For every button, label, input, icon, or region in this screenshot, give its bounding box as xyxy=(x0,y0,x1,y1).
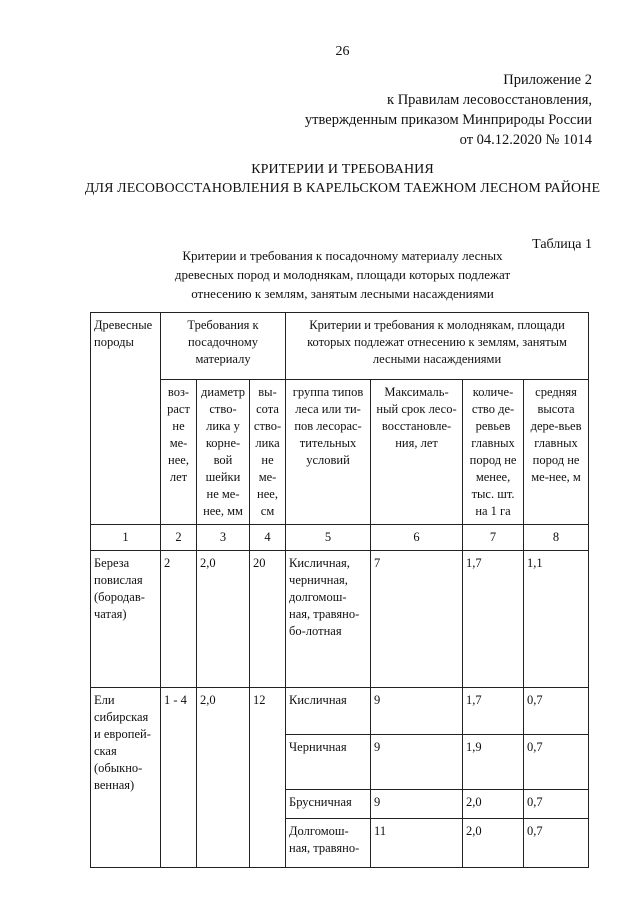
cell-count: 2,0 xyxy=(463,790,524,819)
cell-age: 2 xyxy=(161,551,197,688)
cell-count: 2,0 xyxy=(463,819,524,868)
cell-forest-type: Кисличная, черничная, долгомош-ная, травяно-бо-лотная xyxy=(286,551,371,688)
cell-height: 12 xyxy=(250,688,286,868)
table-caption-line-3: отнесению к землям, занятым лесными насаждениями xyxy=(191,286,494,301)
column-number: 6 xyxy=(371,525,463,551)
cell-forest-type: Кисличная xyxy=(286,688,371,735)
column-number: 8 xyxy=(524,525,589,551)
table-row-spruce xyxy=(91,688,589,735)
cell-count: 1,9 xyxy=(463,735,524,790)
table-header-row xyxy=(91,313,589,380)
cell-avg-height: 0,7 xyxy=(524,819,589,868)
column-number: 2 xyxy=(161,525,197,551)
cell-height: 20 xyxy=(250,551,286,688)
header-tree-count: количе-ство де-ревьев главных пород не менее, тыс. шт. на 1 га xyxy=(463,380,524,525)
column-number: 3 xyxy=(197,525,250,551)
header-planting-material: Требования к посадочному материалу xyxy=(161,313,286,380)
table-row-birch xyxy=(91,551,589,688)
cell-age: 1 - 4 xyxy=(161,688,197,868)
document-title-line-2: ДЛЯ ЛЕСОВОССТАНОВЛЕНИЯ В КАРЕЛЬСКОМ ТАЕЖНОМ ЛЕСНОМ РАЙОНЕ xyxy=(84,181,601,196)
cell-count: 1,7 xyxy=(463,688,524,735)
table-caption-line-2: древесных пород и молоднякам, площади которых подлежат xyxy=(174,267,511,282)
header-age: воз-раст не ме-нее, лет xyxy=(161,380,197,525)
cell-term: 9 xyxy=(371,688,463,735)
cell-forest-type: Брусничная xyxy=(286,790,371,819)
appendix-line-1: Приложение 2 xyxy=(503,72,592,88)
header-species: Древесные породы xyxy=(91,313,161,525)
column-number: 7 xyxy=(463,525,524,551)
column-number: 4 xyxy=(250,525,286,551)
cell-term: 11 xyxy=(371,819,463,868)
page-number: 26 xyxy=(335,44,350,59)
cell-species: Ели сибирская и европей-ская (обыкно-венная) xyxy=(91,688,161,868)
appendix-line-3: утвержденным приказом Минприроды России xyxy=(304,112,592,128)
table-subheader-row xyxy=(91,380,589,525)
header-avg-height: средняя высота дере-вьев главных пород не ме-нее, м xyxy=(524,380,589,525)
table-caption-line-1: Критерии и требования к посадочному материалу лесных xyxy=(182,248,503,263)
cell-term: 9 xyxy=(371,790,463,819)
header-forest-type: группа типов леса или ти-пов лесорас-тительных условий xyxy=(286,380,371,525)
cell-diameter: 2,0 xyxy=(197,688,250,868)
cell-avg-height: 0,7 xyxy=(524,688,589,735)
column-number: 5 xyxy=(286,525,371,551)
cell-forest-type: Черничная xyxy=(286,735,371,790)
header-young-stands: Критерии и требования к молоднякам, площади которых подлежат отнесению к землям, занятым лесными насаждениями xyxy=(286,313,589,380)
appendix-line-2: к Правилам лесовосстановления, xyxy=(387,92,592,108)
cell-diameter: 2,0 xyxy=(197,551,250,688)
header-diameter: диаметр ство-лика у корне-вой шейки не ме-нее, мм xyxy=(197,380,250,525)
cell-term: 7 xyxy=(371,551,463,688)
cell-term: 9 xyxy=(371,735,463,790)
cell-forest-type: Долгомош-ная, травяно- xyxy=(286,819,371,868)
criteria-table xyxy=(90,312,589,868)
appendix-line-4: от 04.12.2020 № 1014 xyxy=(459,132,592,148)
cell-species: Береза повислая (бородав-чатая) xyxy=(91,551,161,688)
cell-avg-height: 0,7 xyxy=(524,790,589,819)
column-number-row xyxy=(91,525,589,551)
column-number: 1 xyxy=(91,525,161,551)
table-number: Таблица 1 xyxy=(532,237,592,252)
cell-avg-height: 0,7 xyxy=(524,735,589,790)
header-height: вы-сота ство-лика не ме-нее, см xyxy=(250,380,286,525)
document-title-line-1: КРИТЕРИИ И ТРЕБОВАНИЯ xyxy=(251,162,434,177)
header-max-term: Максималь-ный срок лесо-восстановле-ния, лет xyxy=(371,380,463,525)
cell-count: 1,7 xyxy=(463,551,524,688)
cell-avg-height: 1,1 xyxy=(524,551,589,688)
